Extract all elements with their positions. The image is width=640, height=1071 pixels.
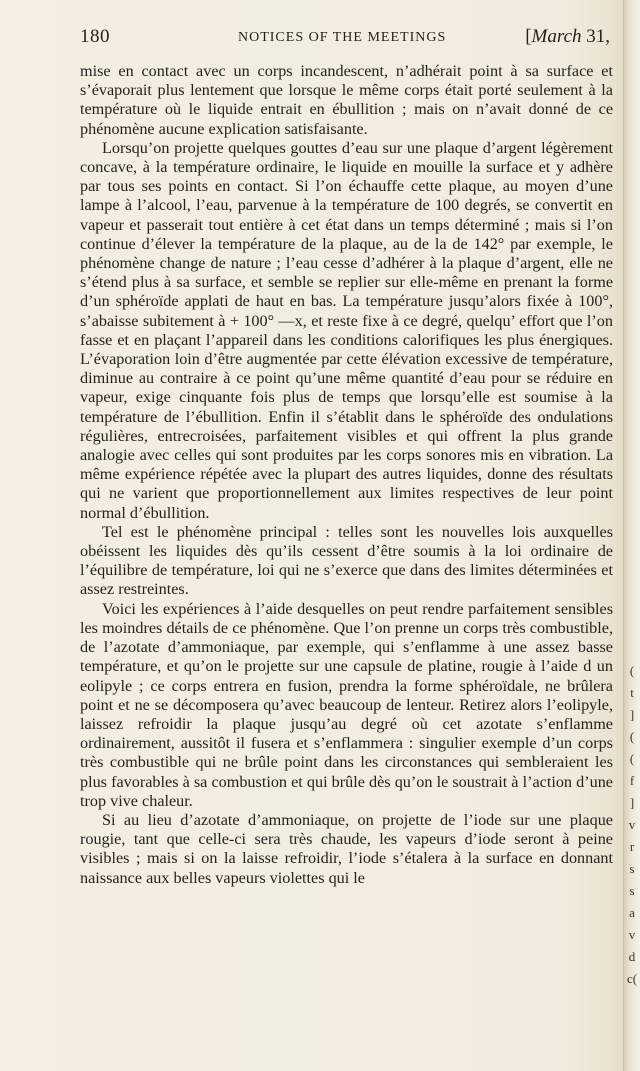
margin-fragment: r xyxy=(629,839,635,854)
date-bracket: [ xyxy=(525,26,532,47)
margin-fragment: c( xyxy=(626,971,638,986)
page-header xyxy=(80,26,610,50)
margin-fragment: a xyxy=(629,905,635,920)
margin-fragment: ] xyxy=(629,795,635,810)
facing-page-fragments xyxy=(626,660,638,990)
paragraph-principal-phenomenon: Tel est le phénomène principal : telles sont les nouvelles lois auxquelles obéissent les liquides dès qu’ils cessent d’être soumis à la loi ordinaire de l’équilibre de température, loi qui ne s’exerce que dans des limites déterminées et assez restreintes. xyxy=(80,522,613,599)
facing-page-edge xyxy=(623,0,640,1071)
running-head: NOTICES OF THE MEETINGS xyxy=(238,30,447,45)
paragraph-ammonium-nitrate: Voici les expériences à l’aide desquelles on peut rendre parfaitement sensibles les moindres détails de ce phénomène. Que l’on prenne un corps très combustible, de l’azotate d’ammoniaque, par exemple, qui s’enflamme à une assez basse température, et qu’on le projette sur une capsule de platine, rougie à l’aide d un eolipyle ; ce corps entrera en fusion, prendra la forme sphéroïdale, ne brûlera point et ne se décomposera qu’avec beaucoup de lenteur. Retirez alors l’eolipyle, laissez refroidir la plaque jusqu’au degré où cet azotate s’enflamme ordinairement, aussitôt il fusera et s’enflammera : singulier exemple d’un corps très combustible qui ne brûle point dans les circonstances qui sembleraient les plus favorables à sa combustion et qui brûle dès qu’on le soustrait à l’action d’une trop vive chaleur. xyxy=(80,599,613,810)
paragraph-iodine: Si au lieu d’azotate d’ammoniaque, on projette de l’iode sur une plaque rougie, tant que celle-ci sera très chaude, les vapeurs d’iode seront à peine visibles ; mais si on la laisse refroidir, l’iode s’étalera à la surface en donnant naissance aux belles vapeurs violettes qui le xyxy=(80,810,613,887)
margin-fragment: v xyxy=(628,927,636,942)
margin-fragment: f xyxy=(629,773,635,788)
date-month: March xyxy=(531,26,582,47)
margin-fragment: s xyxy=(629,861,635,876)
margin-fragment: ( xyxy=(629,729,635,744)
paragraph-experiment-silver-plate: Lorsqu’on projette quelques gouttes d’eau sur une plaque d’argent légèrement concave, à la température ordinaire, le liquide en mouille la surface et y adhère par tous ses points en contact. Si l’on échauffe cette plaque, au moyen d’une lampe à l’alcool, l’eau, parvenue à la température de 100 degrés, se convertit en vapeur et passerait tout entière à cet état dans un temps déterminé ; mais si l’on continue d’élever la température de la plaque, au de la de 142° par exemple, le phénomène change de nature ; l’eau cesse d’adhérer à la plaque d’argent, elle ne s’étend plus à sa surface, et semble se replier sur elle-même en prenant la forme d’un sphéroïde applati de haut en bas. La température jusqu’alors fixée à 100°, s’abaisse subitement à + 100° —x, et reste fixe à ce degré, quelqu’ effort que l’on fasse et en plaçant l’appareil dans les conditions calorifiques les plus énergiques. L’évaporation loin d’être augmentée par cette élévation excessive de température, diminue au contraire à ce point qu’une même quantité d’eau pour se réduire en vapeur, exige cinquante fois plus de temps que lorsqu’elle est soumise à la température de l’ébullition. Enfin il s’établit dans le sphéroïde des ondulations régulières, entrecroisées, parfaitement visibles et qui offrent la plus grande analogie avec celles qui sont produites par les corps sonores mis en vibration. La même expérience répétée avec la plupart des autres liquides, donne des résultats qui ne varient que proportionnellement aux limites respectives de leur point normal d’ébullition. xyxy=(80,138,613,522)
margin-fragment: ] xyxy=(629,707,635,722)
margin-fragment: s xyxy=(629,883,635,898)
margin-fragment: ( xyxy=(629,663,635,678)
paragraph-continuation: mise en contact avec un corps incandescent, n’adhérait point à sa surface et s’évaporait plus lentement que lorsque le même corps était porté seulement à la température où le liquide entrait en ébullition ; mais on n’avait donné de ce phénomène aucune explication satisfaisante. xyxy=(80,62,613,138)
body-text xyxy=(80,62,613,888)
date-day: 31, xyxy=(581,26,610,47)
running-date xyxy=(525,26,610,48)
margin-fragment: d xyxy=(628,949,636,964)
margin-fragment: v xyxy=(628,817,636,832)
margin-fragment: ( xyxy=(629,751,635,766)
margin-fragment: t xyxy=(630,685,634,700)
page-number: 180 xyxy=(80,26,110,47)
